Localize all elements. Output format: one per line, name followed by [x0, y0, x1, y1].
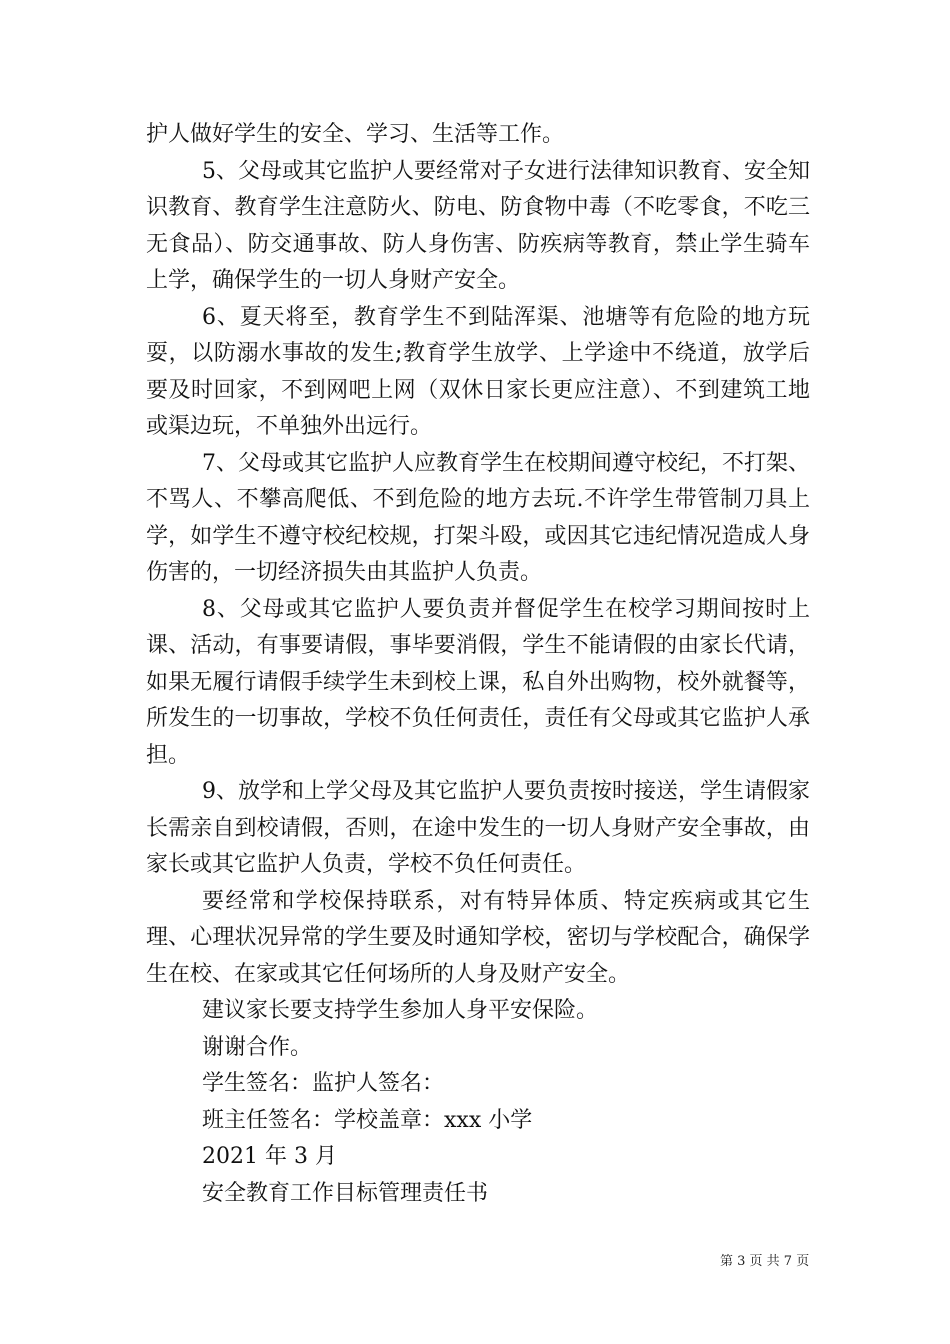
- insurance-suggestion: 建议家长要支持学生参加人身平安保险。: [202, 998, 599, 1023]
- paragraph-item-9: 9、放学和上学父母及其它监护人要负责按时接送，学生请假家长需亲自到校请假，否则，在途中发生的一切人身财产安全事故，由家长或其它监护人负责，学校不负任何责任。: [146, 779, 810, 877]
- teacher-signature-line: 班主任签名：学校盖章：xxx 小学: [202, 1107, 533, 1133]
- paragraph-item-6: 6、夏天将至，教育学生不到陆浑渠、池塘等有危险的地方玩耍，以防溺水事故的发生;教育学生放学、上学途中不绕道，放学后要及时回家，不到网吧上网（双休日家长更应注意）、不到建筑工地或渠边玩，不单独外出远行。: [146, 304, 810, 439]
- paragraph-continuation: 护人做好学生的安全、学习、生活等工作。: [146, 122, 565, 147]
- page-number-footer: 第 3 页 共 7 页: [720, 1254, 810, 1269]
- paragraph-item-7: 7、父母或其它监护人应教育学生在校期间遵守校纪，不打架、不骂人、不攀高爬低、不到危险的地方去玩.不许学生带管制刀具上学，如学生不遵守校纪校规，打架斗殴，或因其它违纪情况造成人身伤害的，一切经济损失由其监护人负责。: [146, 450, 810, 585]
- paragraph-item-8: 8、父母或其它监护人要负责并督促学生在校学习期间按时上课、活动，有事要请假，事毕要消假，学生不能请假的由家长代请，如果无履行请假手续学生未到校上课，私自外出购物，校外就餐等，所发生的一切事故，学校不负任何责任，责任有父母或其它监护人承担。: [146, 596, 810, 768]
- next-document-title: 安全教育工作目标管理责任书: [202, 1180, 489, 1206]
- thanks-line: 谢谢合作。: [202, 1034, 313, 1060]
- date-line: 2021 年 3 月: [202, 1144, 337, 1169]
- student-signature-line: 学生签名：监护人签名：: [202, 1071, 445, 1096]
- paragraph-item-5: 5、父母或其它监护人要经常对子女进行法律知识教育、安全知识教育、教育学生注意防火、防电、防食物中毒（不吃零食，不吃三无食品）、防交通事故、防人身伤害、防疾病等教育，禁止学生骑车上学，确保学生的一切人身财产安全。: [146, 158, 810, 293]
- document-body: [146, 117, 810, 1212]
- paragraph-contact-school: 要经常和学校保持联系，对有特异体质、特定疾病或其它生理、心理状况异常的学生要及时通知学校，密切与学校配合，确保学生在校、在家或其它任何场所的人身及财产安全。: [146, 888, 810, 987]
